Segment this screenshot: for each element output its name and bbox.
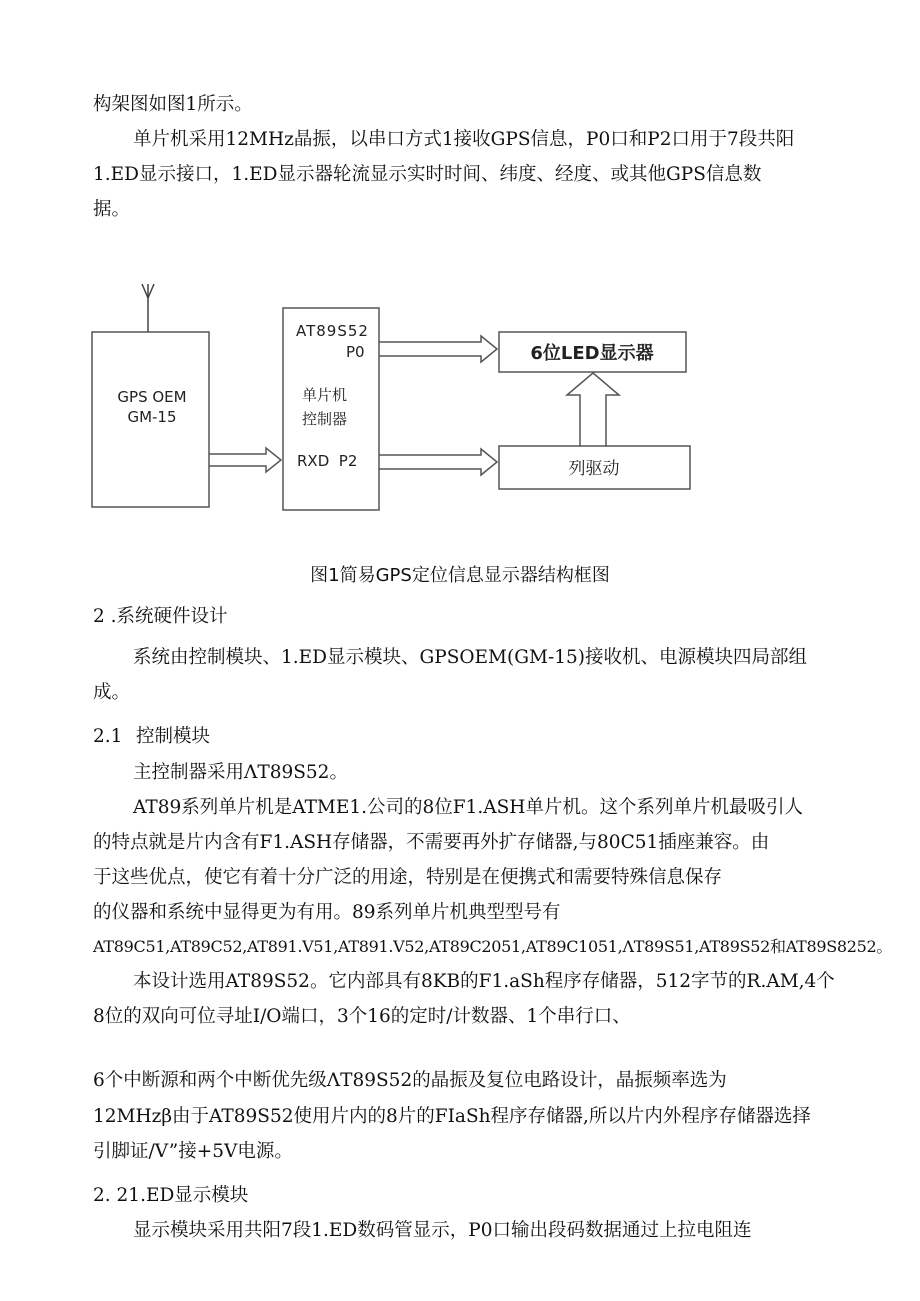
arrow-p2-to-driver [379,449,497,475]
mcu-paragraph-line-3: 据。 [93,199,131,220]
interrupt-line-1: 6个中断源和两个中断优先级ΛT89S52的晶振及复位电路设计，晶振频率选为 [93,1070,727,1091]
figure-caption: 图1简易GPS定位信息显示器结构框图 [310,565,610,586]
models-line: AT89C51,AT89C52,AT891.V51,AT891.V52,AT89C2051,AT89C1051,ΛT89S51,AT89S52和AT89S8252。 [93,937,893,956]
section-2-1-title: 控制模块 [136,726,211,747]
mcu-paragraph-line-2: 1.ED显示接口，1.ED显示器轮流显示实时时间、纬度、经度、或其他GPS信息数 [93,164,762,185]
section-2-heading: 2 .系统硬件设计 [93,606,228,627]
at89-desc-line-4: 的仪器和系统中显得更为有用。89系列单片机典型型号有 [93,902,561,923]
section-2-line-2: 成。 [93,682,131,703]
arrow-driver-to-led [567,373,619,446]
intro-line: 构架图如图1所示。 [93,94,253,115]
interrupt-line-3: 引脚证/V”接+5V电源。 [93,1141,293,1162]
at89-desc-line-1: AT89系列单片机是ATME1.公司的8位F1.ASH单片机。这个系列单片机最吸引人 [133,797,803,818]
port-rxd-p2-label: RXD P2 [297,452,358,470]
section-2-2-heading: 2. 21.ED显示模块 [93,1185,249,1206]
block-diagram [0,0,920,560]
section-2-line-1: 系统由控制模块、1.ED显示模块、GPSOEM(GM-15)接收机、电源模块四局部组 [133,647,807,668]
mcu-name-line-2: 控制器 [302,410,348,428]
gps-label-line-2: GM-15 [127,408,177,426]
main-controller-line: 主控制器采用ΛT89S52。 [133,762,348,783]
arrow-gps-to-mcu [209,448,281,472]
arrow-p0-to-led [379,336,497,362]
interrupt-line-2: 12MHzβ由于AT89S52使用片内的8片的FIaSh程序存储器,所以片内外程序存储器选择 [93,1106,811,1127]
column-driver-label: 列驱动 [568,459,620,479]
at89-desc-line-2: 的特点就是片内含有F1.ASH存储器，不需要再外扩存储器,与80C51插座兼容。由 [93,832,770,853]
mcu-name-line-1: 单片机 [302,386,348,404]
led-display-label: 6位LED显示器 [530,343,654,364]
gps-label-line-1: GPS OEM [117,388,187,406]
antenna-icon [142,284,154,332]
design-line-2: 8位的双向可位寻址I/O端口，3个16的定时/计数器、1个串行口、 [93,1006,631,1027]
design-line-1: 本设计选用AT89S52。它内部具有8KB的F1.aSh程序存储器，512字节的R.AM,4个 [133,971,835,992]
port-p0-label: P0 [346,343,365,361]
section-2-1-number: 2.1 [93,726,123,747]
mcu-model-label: AT89S52 [296,322,369,340]
at89-desc-line-3: 于这些优点，使它有着十分广泛的用途，特别是在便携式和需要特殊信息保存 [93,867,723,888]
section-2-2-line-1: 显示模块采用共阳7段1.ED数码管显示，P0口输出段码数据通过上拉电阻连 [133,1220,752,1241]
mcu-paragraph-line-1: 单片机采用12MHz晶振，以串口方式1接收GPS信息，P0口和P2口用于7段共阳 [133,129,795,150]
